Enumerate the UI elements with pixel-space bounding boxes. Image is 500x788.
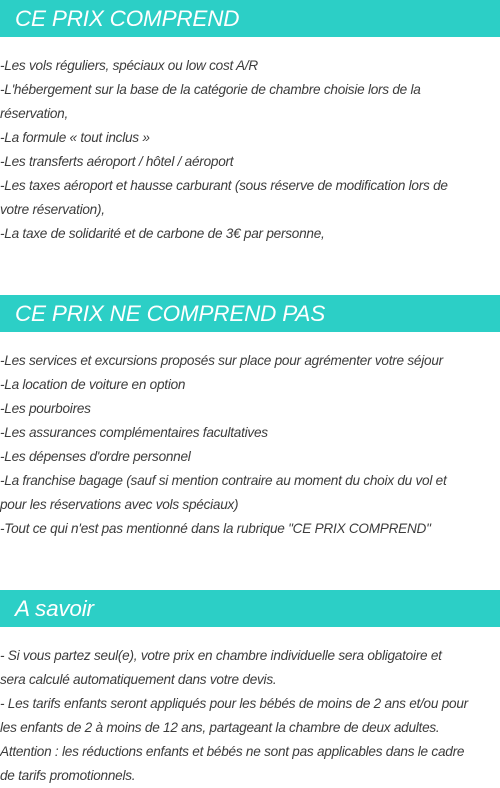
list-item: -La location de voiture en option — [0, 377, 186, 392]
list-item: -La taxe de solidarité et de carbone de 3€ par personne, — [0, 226, 325, 241]
list-item: Attention : les réductions enfants et bébés ne sont pas applicables dans le cadre — [0, 744, 465, 759]
section-header-ce-prix-ne-comprend-pas: CE PRIX NE COMPREND PAS — [0, 295, 500, 332]
list-item: -Les transferts aéroport / hôtel / aéroport — [0, 154, 234, 169]
a-savoir-text — [0, 644, 500, 788]
list-item: -Les services et excursions proposés sur place pour agrémenter votre séjour — [0, 353, 443, 368]
list-item: -Les assurances complémentaires facultatives — [0, 425, 268, 440]
list-item: -Les pourboires — [0, 401, 91, 416]
list-item: réservation, — [0, 106, 69, 121]
list-item: les enfants de 2 à moins de 12 ans, partageant la chambre de deux adultes. — [0, 720, 440, 735]
included-list — [0, 54, 500, 246]
list-item: -L'hébergement sur la base de la catégorie de chambre choisie lors de la — [0, 82, 421, 97]
list-item: de tarifs promotionnels. — [0, 768, 136, 783]
list-item: votre réservation), — [0, 202, 105, 217]
list-item: sera calculé automatiquement dans votre devis. — [0, 672, 277, 687]
section-header-a-savoir: A savoir — [0, 590, 500, 627]
list-item: - Les tarifs enfants seront appliqués pour les bébés de moins de 2 ans et/ou pour — [0, 696, 468, 711]
not-included-list — [0, 349, 500, 541]
list-item: -Les dépenses d'ordre personnel — [0, 449, 191, 464]
list-item: pour les réservations avec vols spéciaux) — [0, 497, 239, 512]
list-item: -Les vols réguliers, spéciaux ou low cost A/R — [0, 58, 258, 73]
list-item: - Si vous partez seul(e), votre prix en chambre individuelle sera obligatoire et — [0, 648, 442, 663]
list-item: -La franchise bagage (sauf si mention contraire au moment du choix du vol et — [0, 473, 447, 488]
list-item: -Tout ce qui n'est pas mentionné dans la rubrique "CE PRIX COMPREND" — [0, 521, 431, 536]
list-item: -La formule « tout inclus » — [0, 130, 150, 145]
list-item: -Les taxes aéroport et hausse carburant (sous réserve de modification lors de — [0, 178, 448, 193]
section-header-ce-prix-comprend: CE PRIX COMPREND — [0, 0, 500, 37]
